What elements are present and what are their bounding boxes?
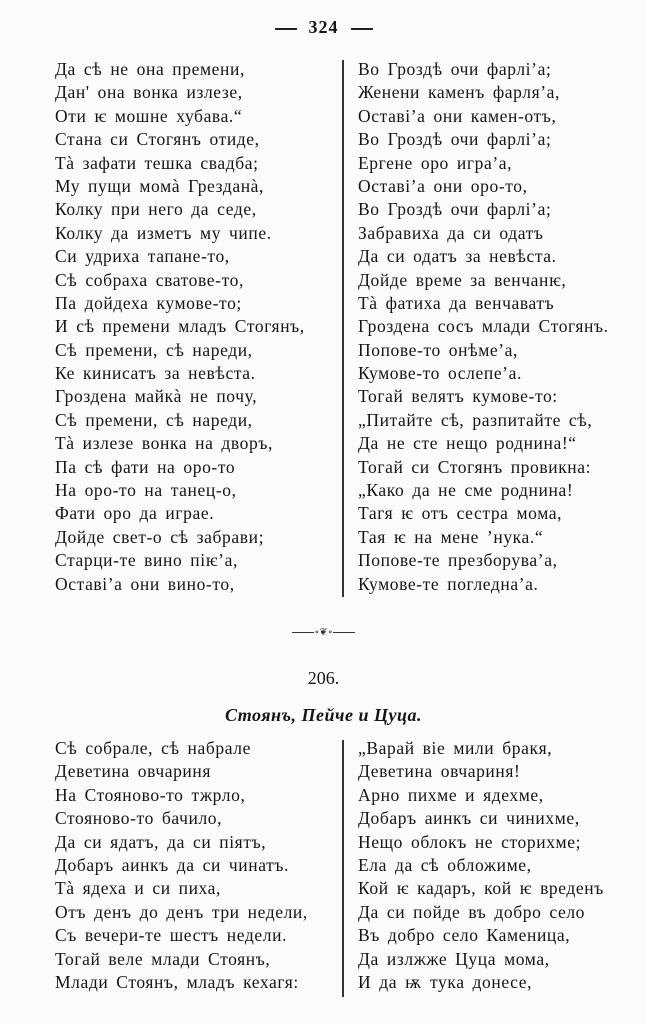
verse-line: Съ вечери-те шестъ недели. [55, 925, 288, 946]
verse-line: Да си одатъ за невѣста. [358, 246, 557, 267]
verse-line: Колку при него да седе, [55, 199, 257, 220]
verse-line: Дойде време за венчанѥ, [358, 269, 567, 290]
verse-line: Тà ядеха и си пиха, [55, 878, 222, 899]
verse-line: И сѣ премени младъ Стогянъ, [55, 316, 305, 337]
poem-title: Стоянъ, Пейче и Цуца. [225, 705, 422, 725]
verse-line: Деветина овчариня [55, 761, 212, 782]
verse-line: Да излжже Цуца мома, [358, 948, 550, 969]
verse-line: Колку да изметъ му чипе. [55, 222, 272, 243]
verse-line: Во Гроздѣ очи фарлi’а; [358, 199, 552, 220]
verse-line: Тогай си Стогянъ провикна: [358, 456, 592, 477]
verse-line: Кумове-то ослепе’а. [358, 363, 522, 384]
dash-right [351, 28, 373, 30]
verse-line: Отъ денъ до денъ три недели, [55, 901, 308, 922]
verse-line: Женени каменъ фарля’а, [358, 82, 561, 103]
verse-line: Ке кинисатъ за невѣста. [55, 363, 256, 384]
verse-line: Старци-те вино пiѥ’а, [55, 550, 238, 571]
verse-line: Сѣ собрале, сѣ набрале [55, 738, 251, 758]
verse-line: Попове-те презборува’а, [358, 550, 558, 571]
verse-line: Тагя ѥ отъ сестра мома, [358, 503, 563, 524]
verse-line: Деветина овчариня! [358, 761, 521, 782]
poem-column-divider [342, 740, 344, 997]
verse-line: Во Гроздѣ очи фарлi’а; [358, 129, 552, 150]
verse-line: Добаръ аинкъ да си чинатъ. [55, 854, 290, 875]
verse-line: Кой ѥ кадаръ, кой ѥ вреденъ [358, 878, 604, 899]
verse-line: Арно пихме и ядехме, [358, 784, 544, 805]
verse-line: На Стояново-то тжрло, [55, 784, 246, 805]
verse-line: Въ добро село Каменица, [358, 925, 571, 946]
verse-line: Ергене оро игра’а, [358, 152, 513, 173]
verse-line: Во Гроздѣ очи фарлi’а; [358, 59, 552, 79]
verse-line: Му пущи момà Грезданà, [55, 175, 265, 196]
verse-line: Да си пойде въ добро село [358, 901, 586, 922]
verse-line: Тà зафати тешка свадба; [55, 152, 259, 173]
verse-line: Оставi’а они камен-отъ, [358, 105, 557, 126]
verse-line: Тая ѥ на мене ’нука.“ [358, 526, 544, 547]
verse-line: Стана си Стогянъ отиде, [55, 129, 260, 150]
verse-line: Забравиха да си одатъ [358, 222, 544, 243]
section1-left-column [55, 58, 305, 596]
poem-left-column [55, 737, 308, 994]
column-divider [342, 60, 344, 597]
poem-right-column [358, 737, 604, 994]
verse-line: Да сѣ не она премени, [55, 59, 245, 79]
verse-line: Млади Стоянъ, младъ кехагя: [55, 971, 299, 992]
verse-line: Оставi’а они оро-то, [358, 175, 528, 196]
page-number [0, 17, 647, 38]
verse-line: Тогай веле млади Стоянъ, [55, 948, 271, 969]
verse-line: Сѣ премени, сѣ нареди, [55, 339, 253, 360]
verse-line: Па сѣ фати на оро-то [55, 456, 236, 477]
verse-line: Оставi’а они вино-то, [55, 573, 235, 594]
verse-line: Да си ядатъ, да си пiятъ, [55, 831, 267, 852]
verse-line: Тà фатиха да венчаватъ [358, 292, 555, 313]
verse-line: Ела да сѣ обложиме, [358, 854, 532, 875]
verse-line: „Питайте сѣ, разпитайте сѣ, [358, 409, 593, 430]
section-ornament: ∘❦∘ [0, 627, 647, 638]
verse-line: Тà излезе вонка на дворъ, [55, 433, 273, 454]
verse-line: Дан' она вонка излезе, [55, 82, 243, 103]
verse-line: Дойде свет-о сѣ забрави; [55, 526, 265, 547]
verse-line: „Варай вiе мили бракя, [358, 738, 553, 758]
verse-line: Добаръ аинкъ си чинихме, [358, 808, 580, 829]
verse-line: Си удриха тапане-то, [55, 246, 230, 267]
verse-line: Сѣ собраха сватове-то, [55, 269, 244, 290]
verse-line: И да ѭ тука донесе, [358, 971, 533, 992]
verse-line: Да не сте нещо роднина!“ [358, 433, 577, 454]
verse-line: Гроздена майкà не почу, [55, 386, 258, 407]
verse-line: На оро-то на танец-о, [55, 480, 237, 501]
verse-line: Сѣ премени, сѣ нареди, [55, 409, 253, 430]
dash-left [275, 28, 297, 30]
verse-line: Тогай велятъ кумове-то: [358, 386, 558, 407]
verse-line: Па дойдеха кумове-то; [55, 292, 242, 313]
verse-line: Кумове-те погледна’а. [358, 573, 539, 594]
verse-line: Нещо облокъ не сторихме; [358, 831, 582, 852]
verse-line: Стояново-то бачило, [55, 808, 223, 829]
section1-right-column [358, 58, 609, 596]
page-number-text: 324 [308, 17, 339, 37]
verse-line: Оти ѥ мошне хубава.“ [55, 105, 243, 126]
poem-number: 206. [307, 668, 340, 688]
verse-line: „Како да не сме роднина! [358, 480, 574, 501]
verse-line: Фати оро да играе. [55, 503, 215, 524]
verse-line: Попове-то онѣме’а, [358, 339, 519, 360]
verse-line: Гроздена сосъ млади Стогянъ. [358, 316, 609, 337]
